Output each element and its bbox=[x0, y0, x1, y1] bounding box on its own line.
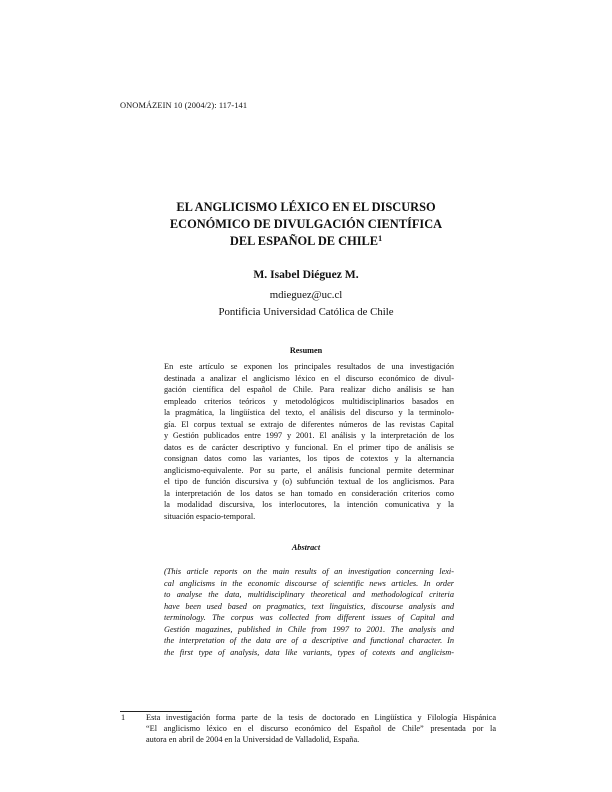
title-footnote-mark[interactable]: 1 bbox=[378, 234, 383, 243]
abstract-line: (This article reports on the main results of an investigation concerning lexi- bbox=[164, 567, 454, 576]
resumen-line: y Gestión publicados entre 1997 y 2001. El análisis y la interpretación de los bbox=[164, 431, 454, 440]
footnote-divider bbox=[120, 711, 192, 712]
abstract-line: terminology. The corpus was collected from different issues of Capital and bbox=[164, 613, 454, 622]
abstract-heading: Abstract bbox=[291, 543, 321, 552]
abstract-line: the interpretation of the data are of a descriptive and functional character. In bbox=[164, 636, 454, 645]
footnote-line: autora en abril de 2004 en la Universidad de Valladolid, España. bbox=[146, 735, 360, 744]
footnote-line: “El anglicismo léxico en el discurso económico del Español de Chile” presentada por la bbox=[146, 724, 496, 733]
title-line-3-text: DEL ESPAÑOL DE CHILE bbox=[229, 234, 379, 248]
abstract-line: Gestión magazines, published in Chile from 1997 to 2001. The analysis and bbox=[164, 624, 454, 634]
resumen-line: la interpretación de los datos se han tomado en consideración criterios como bbox=[164, 488, 454, 498]
resumen-line: gación científica del español de Chile. Para realizar dicho análisis se han bbox=[164, 385, 454, 394]
resumen-line: En este artículo se exponen los principales resultados de una investigación bbox=[164, 362, 454, 371]
footnote-text bbox=[146, 713, 496, 746]
resumen-line: gía. El corpus textual se extrajo de diferentes números de las revistas Capital bbox=[164, 419, 454, 429]
title-line-2: ECONÓMICO DE DIVULGACIÓN CIENTÍFICA bbox=[169, 217, 443, 231]
author-email[interactable]: mdieguez@uc.cl bbox=[269, 289, 343, 301]
author-affiliation: Pontificia Universidad Católica de Chile bbox=[218, 306, 394, 318]
resumen-line: datos es de carácter descriptivo y funcional. En el primer tipo de análisis se bbox=[164, 442, 454, 452]
resumen-line: la pragmática, la lingüística del texto, el análisis del discurso y la terminolo- bbox=[164, 408, 454, 417]
abstract-line: the first type of analysis, data like variants, types of cotexts and anglicism- bbox=[164, 647, 454, 657]
resumen-heading: Resumen bbox=[289, 346, 323, 355]
title-line-3 bbox=[110, 233, 502, 250]
abstract-line: have been used based on pragmatics, text linguistics, discourse analysis and bbox=[164, 601, 454, 611]
footnote-line: Esta investigación forma parte de la tesis de doctorado en Lingüística y Filología Hispánica bbox=[146, 713, 496, 722]
journal-header: ONOMÁZEIN 10 (2004/2): 117-141 bbox=[120, 101, 248, 110]
resumen-line: la modalidad discursiva, los interlocutores, la intención comunicativa y la bbox=[164, 500, 454, 509]
abstract-body bbox=[164, 567, 454, 659]
resumen-line: situación espacio-temporal. bbox=[164, 511, 256, 521]
article-title bbox=[110, 199, 502, 250]
resumen-line: consignan datos como las variantes, los tipos de cotextos y la alternancia bbox=[164, 454, 454, 463]
abstract-line: cal anglicisms in the economic discourse of scientific news articles. In order bbox=[164, 578, 454, 588]
author-name: M. Isabel Diéguez M. bbox=[253, 268, 359, 281]
abstract-line: to analyse the data, multidisciplinary theoretical and methodological criteria bbox=[164, 590, 454, 599]
title-line-1: EL ANGLICISMO LÉXICO EN EL DISCURSO bbox=[176, 200, 436, 214]
resumen-line: destinada a analizar el anglicismo léxico en el discurso económico de divul- bbox=[164, 373, 454, 383]
resumen-line: el tipo de función discursiva y (o) subfunción textual de los anglicismos. Para bbox=[164, 477, 454, 486]
resumen-line: empleado criterios teóricos y metodológicos multidisciplinarios basados en bbox=[164, 396, 454, 406]
resumen-body bbox=[164, 362, 454, 523]
resumen-line: anglicismo-equivalente. Por su parte, el análisis funcional permite determinar bbox=[164, 465, 454, 475]
footnote-mark: 1 bbox=[121, 713, 126, 722]
